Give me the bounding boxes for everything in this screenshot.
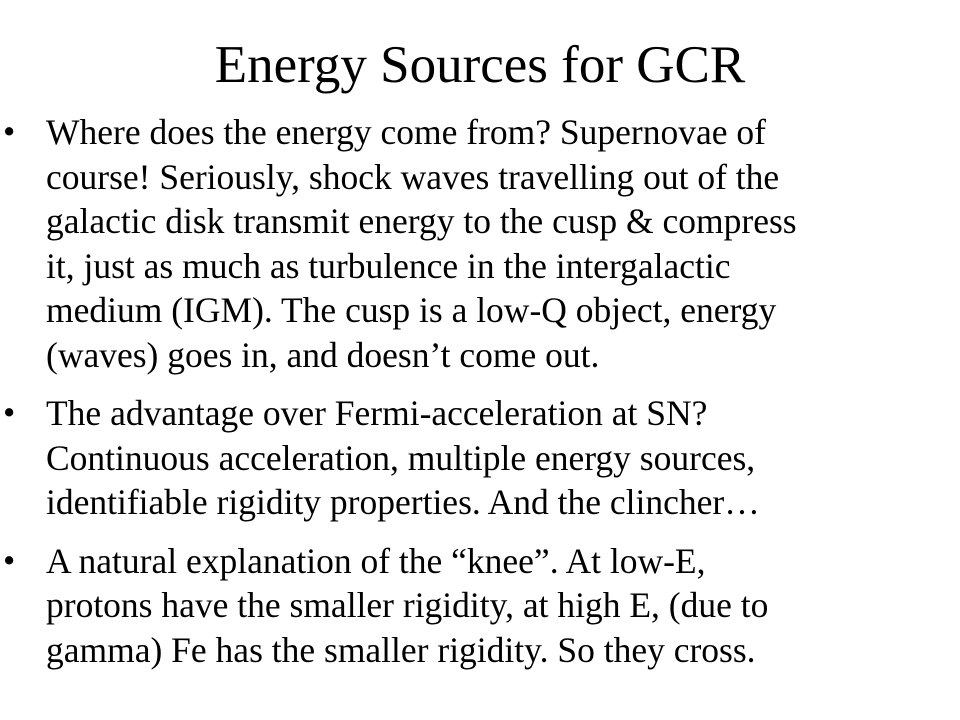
bullet-line: course! Seriously, shock waves travelling out of the xyxy=(46,156,780,197)
bullet-dot-icon: • xyxy=(3,393,16,432)
bullet-item xyxy=(0,110,960,377)
bullet-line: (waves) goes in, and doesn’t come out. xyxy=(46,334,600,375)
bullet-line: identifiable rigidity properties. And the clincher… xyxy=(46,482,760,522)
bullet-line: it, just as much as turbulence in the intergalactic xyxy=(46,245,731,286)
bullet-item xyxy=(0,391,960,525)
bullet-line: medium (IGM). The cusp is a low-Q object, energy xyxy=(46,290,777,330)
bullet-line: Continuous acceleration, multiple energy sources, xyxy=(46,437,756,478)
slide-title: Energy Sources for GCR xyxy=(214,36,746,94)
bullet-item xyxy=(0,539,960,673)
bullet-dot-icon: • xyxy=(3,112,16,151)
bullet-line: protons have the smaller rigidity, at high E, (due to xyxy=(46,585,769,625)
bullet-text xyxy=(46,539,960,673)
bullet-list xyxy=(0,110,960,686)
bullet-line: galactic disk transmit energy to the cusp & compress xyxy=(46,201,797,241)
bullet-text xyxy=(46,391,960,525)
bullet-text xyxy=(46,110,960,377)
bullet-line: Where does the energy come from? Supernovae of xyxy=(46,112,766,152)
bullet-line: The advantage over Fermi-acceleration at SN? xyxy=(46,393,708,433)
bullet-line: gamma) Fe has the smaller rigidity. So they cross. xyxy=(46,629,756,670)
bullet-line: A natural explanation of the “knee”. At low-E, xyxy=(46,540,706,581)
bullet-dot-icon: • xyxy=(3,540,16,580)
